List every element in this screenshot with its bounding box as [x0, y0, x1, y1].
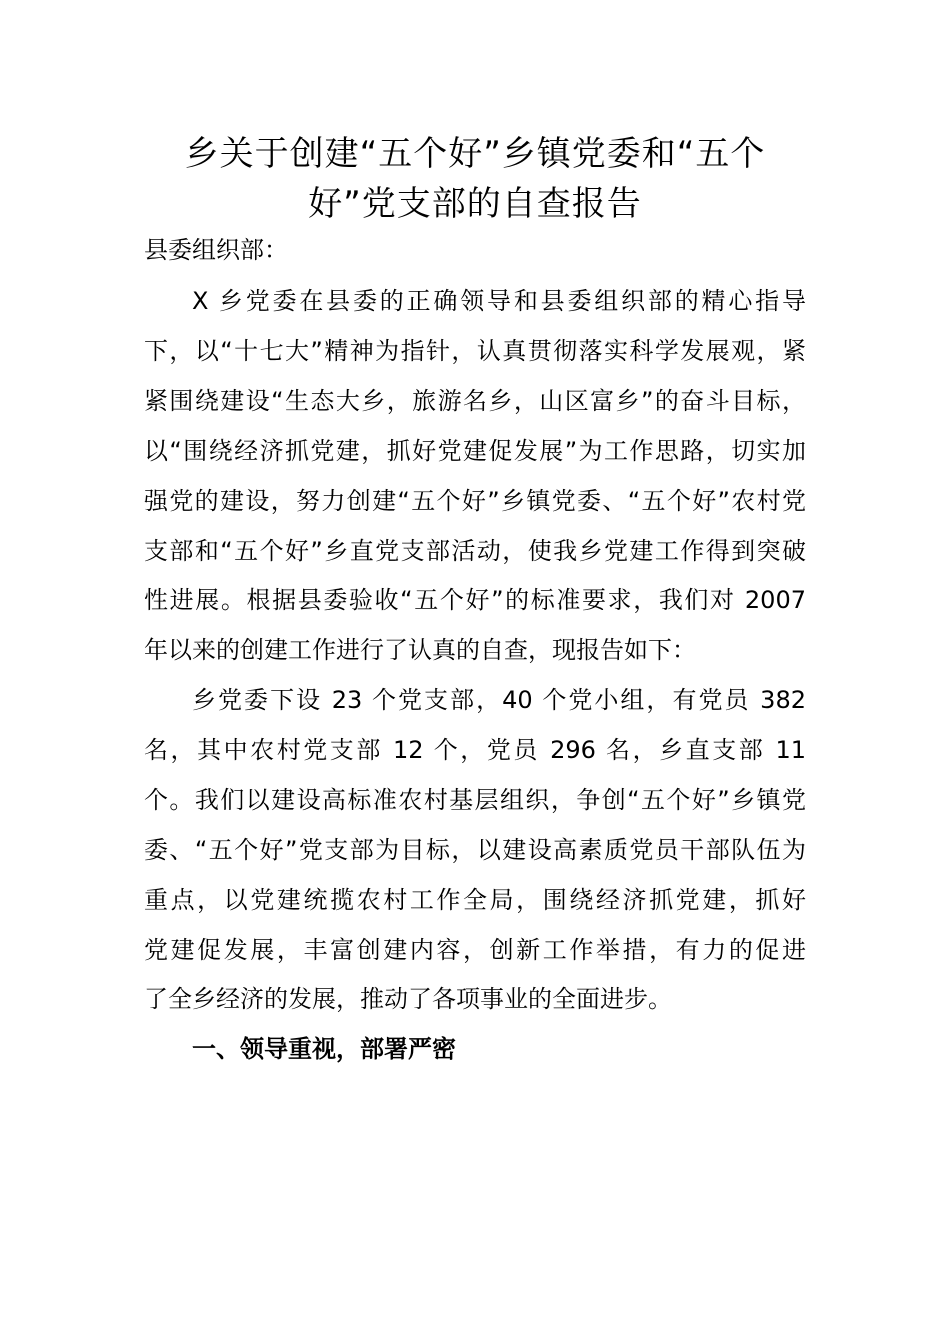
section-heading: 一、领导重视，部署严密	[192, 1035, 456, 1063]
paragraph-1-line: 年以来的创建工作进行了认真的自查，现报告如下：	[144, 636, 696, 664]
paragraph-1-line: 以“围绕经济抓党建，抓好党建促发展”为工作思路，切实加	[144, 437, 806, 465]
paragraph-2-line: 了全乡经济的发展，推动了各项事业的全面进步。	[144, 985, 672, 1013]
paragraph-2-line: 重点，以党建统揽农村工作全局，围绕经济抓党建，抓好	[144, 886, 806, 914]
paragraph-2-line: 名，其中农村党支部 12 个，党员 296 名，乡直支部 11	[144, 736, 806, 764]
document-title-line-1: 乡关于创建“五个好”乡镇党委和“五个	[184, 134, 766, 174]
paragraph-1-line: 强党的建设，努力创建“五个好”乡镇党委、“五个好”农村党	[144, 487, 806, 515]
paragraph-1-line: 紧围绕建设“生态大乡，旅游名乡，山区富乡”的奋斗目标，	[144, 387, 806, 415]
salutation: 县委组织部：	[144, 236, 288, 264]
paragraph-1-line: 性进展。根据县委验收“五个好”的标准要求，我们对 2007	[144, 586, 806, 614]
paragraph-2-line: 个。我们以建设高标准农村基层组织，争创“五个好”乡镇党	[144, 786, 806, 814]
paragraph-1-line: X 乡党委在县委的正确领导和县委组织部的精心指导	[192, 287, 806, 315]
paragraph-2-line: 乡党委下设 23 个党支部，40 个党小组，有党员 382	[192, 686, 806, 714]
paragraph-1-line: 支部和“五个好”乡直党支部活动，使我乡党建工作得到突破	[144, 537, 806, 565]
document-title-line-2: 好”党支部的自查报告	[308, 184, 642, 224]
paragraph-2-line: 委、“五个好”党支部为目标，以建设高素质党员干部队伍为	[144, 836, 806, 864]
paragraph-1-line: 下，以“十七大”精神为指针，认真贯彻落实科学发展观，紧	[144, 337, 806, 365]
paragraph-2-line: 党建促发展，丰富创建内容，创新工作举措，有力的促进	[144, 936, 806, 964]
